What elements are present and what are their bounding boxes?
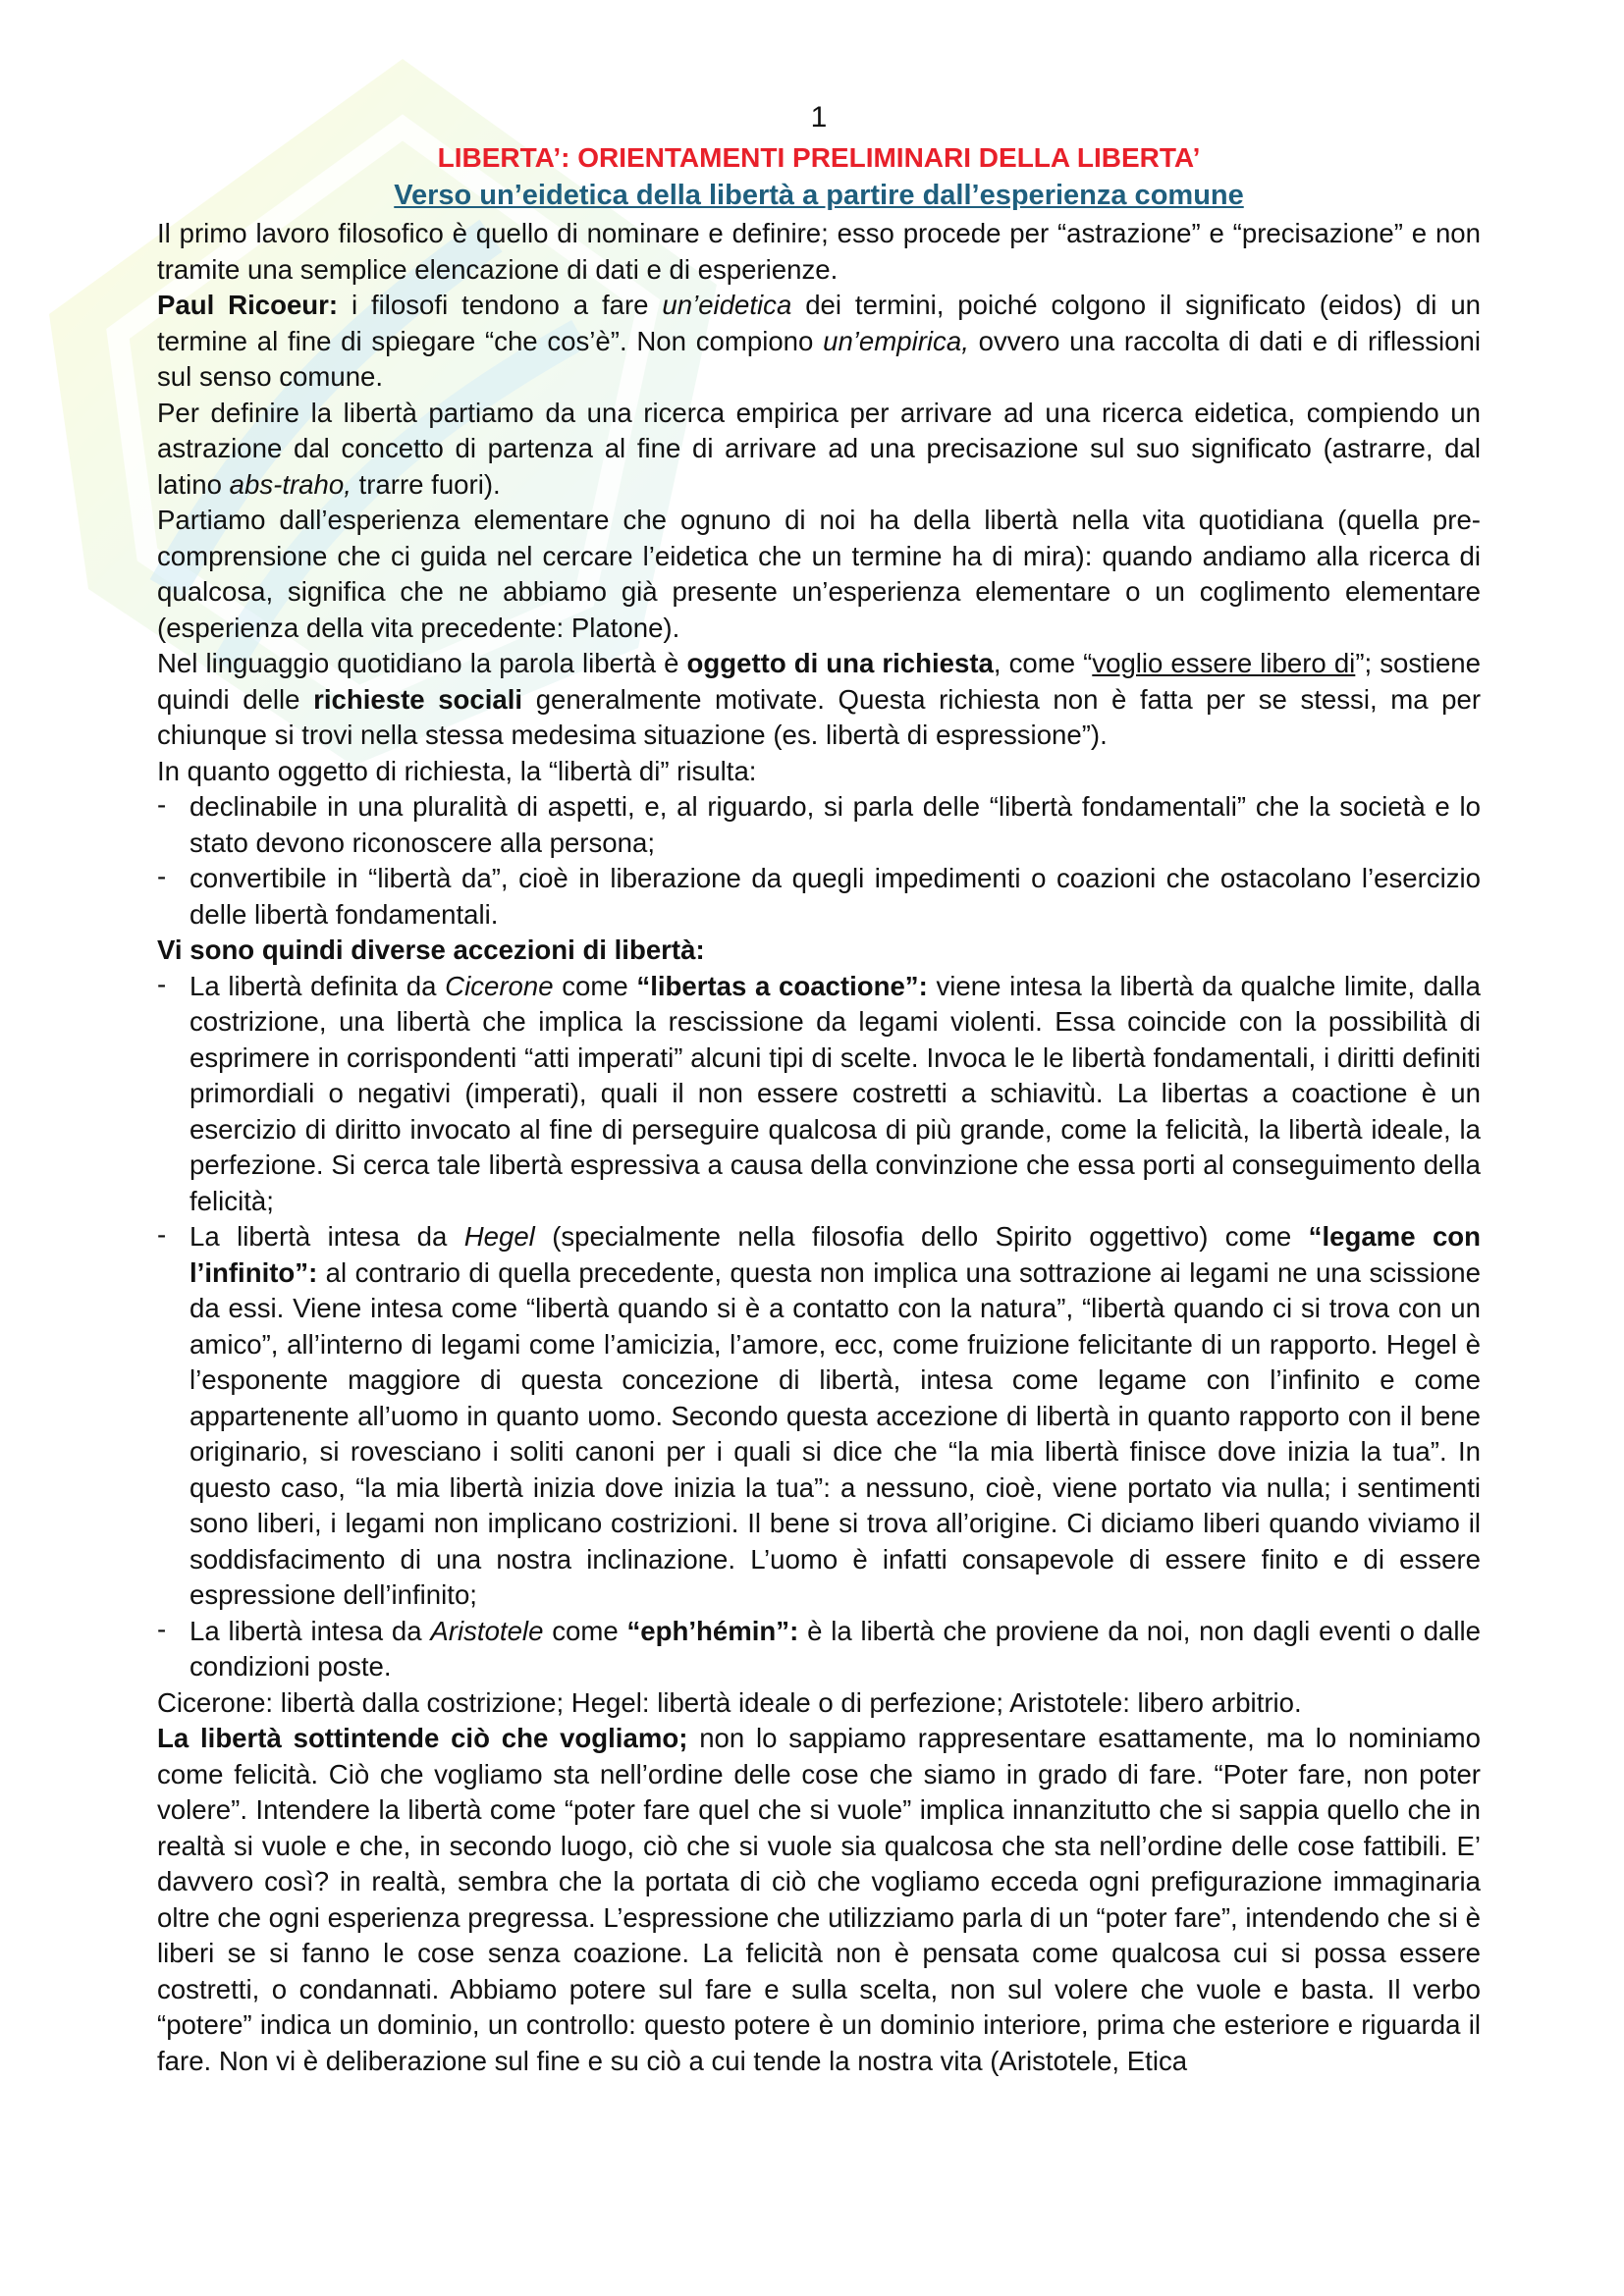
author-name: Paul Ricoeur: — [157, 290, 339, 320]
list-item-cicerone: - La libertà definita da Cicerone come “libertas a coactione”: viene intesa la libertà da qualche limite, dalla costrizione, una libertà che implica la rescissione da legami violenti. Essa coincide con la possibilità di esprimere in corrispondenti “atti imperati” alcuni tipi di scelte. Invoca le le libertà fondamentali, i diritti definiti primordiali o negativi (imperati), quali il non essere costretti a schiavitù. La libertas a coactione è un esercizio di diritto invocato al fine di perseguire qualcosa di più grande, come la felicità, la libertà ideale, la perfezione. Si cerca tale libertà espressiva a causa della convinzione che essa porti al conseguimento della felicità; — [157, 969, 1481, 1220]
list-item-hegel: - La libertà intesa da Hegel (specialmente nella filosofia dello Spirito oggettivo) come “legame con l’infinito”: al contrario di quella precedente, questa non implica una sottrazione ai legami ne una scissione da essi. Viene intesa come “libertà quando si è a contatto con la natura”, “libertà quando ci si trova con un amico”, all’interno di legami come l’amicizia, l’amore, ecc, come fruizione felicitante di un rapporto. Hegel è l’esponente maggiore di questa concezione di libertà, intesa come legame con l’infinito e come appartenente all’uomo in quanto uomo. Secondo questa accezione di libertà in quanto rapporto con il bene originario, si rovesciano i soliti canoni per i quali si dice che “la mia libertà finisce dove inizia la tua”. In questo caso, “la mia libertà inizia dove inizia la tua”: a nessuno, cioè, viene portato via nulla; i sentimenti sono liberi, i legami non implicano costrizioni. Il bene si trova all’origine. Ci diciamo liberi quando viviamo il soddisfacimento di una nostra inclinazione. L’uomo è infatti consapevole di essere finito e di essere espressione dell’infinito; — [157, 1219, 1481, 1614]
paragraph-request: In quanto oggetto di richiesta, la “libertà di” risulta: — [157, 755, 757, 786]
list-accezioni — [157, 969, 1481, 1685]
paragraph-language: Nel linguaggio quotidiano la parola libertà è oggetto di una richiesta, come “voglio essere libero di”; sostiene quindi delle richieste sociali generalmente motivate. Questa richiesta non è fatta per se stessi, ma per chiunque si trovi nella stessa medesima situazione (es. libertà di espressione”). — [157, 648, 1482, 750]
paragraph-experience: Partiamo dall’esperienza elementare che ognuno di noi ha della libertà nella vita quotidiana (quella pre-comprensione che ci guida nel cercare l’eidetica che un termine ha di mira): quando andiamo alla ricerca di qualcosa, significa che ne abbiamo già presente un’esperienza elementare o un coglimento elementare (esperienza della vita precedente: Platone). — [157, 505, 1481, 643]
document-body — [157, 96, 1481, 2079]
paragraph-intro: Il primo lavoro filosofico è quello di nominare e definire; esso procede per “astrazione” e “precisazione” e non tramite una semplice elencazione di dati e di esperienze. — [157, 218, 1481, 285]
list-item-aristotele: - La libertà intesa da Aristotele come “eph’hémin”: è la libertà che proviene da noi, non dagli eventi o dalle condizioni poste. — [157, 1614, 1481, 1685]
paragraph-summary: Cicerone: libertà dalla costrizione; Hegel: libertà ideale o di perfezione; Aristotele: libero arbitrio. — [157, 1686, 1302, 1718]
document-title: LIBERTA’: ORIENTAMENTI PRELIMINARI DELLA LIBERTA’ — [437, 142, 1201, 173]
document-subtitle: Verso un’eidetica della libertà a partire dall’esperienza comune — [394, 180, 1244, 211]
paragraph-ricoeur: Paul Ricoeur: i filosofi tendono a fare un’eidetica dei termini, poiché colgono il significato (eidos) di un termine al fine di spiegare “che cos’è”. Non compiono un’empirica, ovvero una raccolta di dati e di riflessioni sul senso comune. — [157, 290, 1482, 392]
paragraph-volere: La libertà sottintende ciò che vogliamo; non lo sappiamo rappresentare esattamente, ma lo nominiamo come felicità. Ciò che vogliamo sta nell’ordine delle cose che siamo in grado di fare. “Poter fare, non poter volere”. Intendere la libertà come “poter fare quel che si vuole” implica innanzitutto che si sappia quello che in realtà si vuole e che, in secondo luogo, ciò che si vuole sia qualcosa che sta nell’ordine delle cose fattibili. E’ davvero così? in realtà, sembra che la portata di ciò che vogliamo ecceda ogni prefigurazione immaginaria oltre che ogni esperienza pregressa. L’espressione che utilizziamo parla di un “poter fare”, intendendo che si è liberi se si fanno le cose senza coazione. La felicità non è pensata come qualcosa cui si possa essere costretti, o condannati. Abbiamo potere sul fare e sulla scelta, non sul volere che vuole e basta. Il verbo “potere” indica un dominio, un controllo: questo potere è un dominio interiore, prima che esteriore e riguarda il fare. Non vi è deliberazione sul fine e su ciò a cui tende la nostra vita (Aristotele, Etica — [157, 1723, 1481, 2076]
paragraph-method: Per definire la libertà partiamo da una ricerca empirica per arrivare ad una ricerca eidetica, compiendo un astrazione dal concetto di partenza al fine di arrivare ad una precisazione sul suo significato (astrarre, dal latino abs-traho, trarre fuori). — [157, 397, 1481, 500]
list-item: - convertibile in “libertà da”, cioè in liberazione da quegli impedimenti o coazioni che ostacolano l’esercizio delle libertà fondamentali. — [157, 861, 1481, 933]
list-aspects — [157, 789, 1481, 933]
section-heading-accezioni: Vi sono quindi diverse accezioni di libertà: — [157, 934, 705, 965]
list-item: - declinabile in una pluralità di aspetti, e, al riguardo, si parla delle “libertà fondamentali” che la società e lo stato devono riconoscere alla persona; — [157, 789, 1481, 861]
page-number: 1 — [810, 101, 828, 133]
